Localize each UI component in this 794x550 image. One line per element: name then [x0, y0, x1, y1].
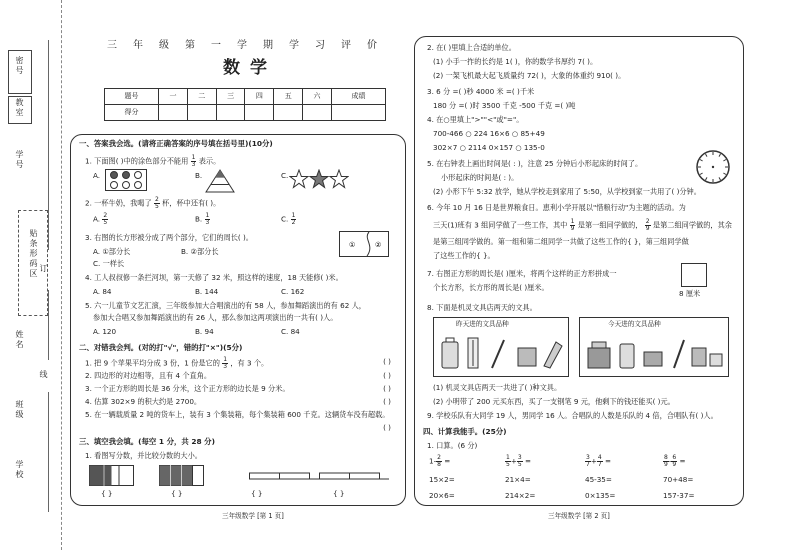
fill-6-line1: 6. 今年 10 月 16 日是世界粮食日。恵利小学开展以"惜粮行动"为主题的活动。为	[427, 203, 686, 212]
q3-rectangle-image	[339, 231, 389, 257]
fraction-4-7: $\frac{4}{7}$	[597, 454, 602, 468]
judge-2: 2. 四边形的对边相等，且有 4 个直角。	[85, 371, 212, 380]
calc-item: $\frac{3}{7}$ + $\frac{4}{7}$ =	[586, 454, 611, 468]
square-figure	[681, 263, 707, 287]
fill-5-line3: (2) 小形下午 5:32 放学，她从学校走到家用了 5:50，从学校到家一共用了( )分钟。	[433, 187, 701, 196]
fill-8-2: (2) 小明带了 200 元买东西，买了一支钢笔 9 元，他剩下的钱还能买( )元。	[433, 397, 675, 406]
q5-option-c: C. 84	[281, 327, 300, 336]
q5-option-b: B. 94	[195, 327, 214, 336]
score-col: 四	[245, 89, 274, 105]
score-header-row	[105, 89, 386, 105]
calc-item: $\frac{1}{5}$ + $\frac{3}{5}$ =	[506, 454, 531, 468]
score-cell[interactable]	[216, 105, 245, 121]
score-row-label: 得分	[105, 105, 159, 121]
fill-6-line2	[433, 219, 732, 232]
fill-1-answer-b[interactable]: { }	[171, 489, 183, 498]
today-stationery-box	[579, 317, 729, 377]
q1-text	[85, 155, 220, 168]
section-4-title: 四、计算我能手。(25分)	[423, 427, 507, 436]
fill-4-line2: 302×7 ○ 2114 0×157 ○ 135-0	[433, 143, 545, 152]
page-2-footer: 三年级数学 [第 2 页]	[548, 512, 610, 520]
calc-item: 21×4=	[505, 475, 531, 484]
score-col: 题号	[105, 89, 159, 105]
q2-option-c	[281, 213, 296, 226]
fill-3-line1: 3. 6 分 =( )秒 4000 米 =( )千米	[427, 87, 535, 96]
q4-option-b: B. 144	[195, 287, 219, 296]
fraction-1-2: $\frac{1}{2}$	[291, 212, 296, 226]
score-cell[interactable]	[331, 105, 385, 121]
score-value-row	[105, 105, 386, 121]
score-col: 成绩	[331, 89, 385, 105]
calc-item: 20×6=	[429, 491, 455, 500]
judge-1-text: 1. 把 9 个苹果平均分成 3 份，1 份是它的	[85, 358, 220, 368]
fill-9-text: 9. 学校乐队有大同学 19 人，男同学 16 人。合唱队的人数是乐队的 4 倍，合唱队有( )人。	[427, 411, 718, 420]
fill-6-line2-a: 三天(1)班有 3 组同学做了一些工作，其中	[433, 220, 568, 230]
q3-text: 3. 右图的长方形被分成了两个部分，它们的周长( )。	[85, 233, 253, 242]
svg-text:②: ②	[375, 241, 382, 249]
q1-option-b: B.	[195, 171, 203, 180]
q3-option-b: B. ②部分长	[181, 247, 219, 256]
score-col: 六	[303, 89, 332, 105]
fill-5-text: 5. 在右钟表上画出时间是( : )，注意 25 分钟后小形起床的时间了。	[427, 159, 643, 168]
calc-item: 0×135=	[585, 491, 616, 500]
score-col: 二	[187, 89, 216, 105]
judge-1-answer[interactable]: ( )	[383, 357, 391, 366]
fraction-2-9: $\frac{2}{9}$	[645, 218, 650, 232]
barcode-zone-label: 贴条形码区	[29, 229, 38, 279]
q2-text	[85, 197, 220, 210]
fill-6-line2-b: 是第一组同学做的，	[577, 220, 643, 230]
fill-7-line2: 个长方形，长方形的周长是( )厘米。	[433, 283, 549, 292]
calc-item: 157-37=	[663, 491, 695, 500]
fill-4-text: 4. 在○里填上">""<"或"="。	[427, 115, 524, 124]
fill-6-line4: 了这些工作的{ }。	[433, 251, 495, 260]
score-cell[interactable]	[245, 105, 274, 121]
score-cell[interactable]	[274, 105, 303, 121]
today-box-title: 今天进的文具品种	[608, 320, 661, 328]
q2-option-b	[195, 213, 210, 226]
calc-item: 70+48=	[663, 475, 694, 484]
clock-icon[interactable]	[695, 149, 731, 185]
q1-triangle-image	[205, 169, 235, 193]
judge-1-tail: ，有 3 个。	[230, 358, 269, 368]
judge-5: 5. 在一辆载质量 2 吨的货车上，装有 3 个集装箱，每个集装箱 600 千克。这辆货车没有超载。	[85, 410, 390, 419]
q2-option-a-label: A.	[93, 214, 101, 224]
score-col: 五	[274, 89, 303, 105]
q1-label: 1. 下面图( )中的涂色部分不能用	[85, 156, 189, 166]
page-1-frame	[70, 134, 406, 506]
judge-4: 4. 估算 302×9 的积大约是 2700。	[85, 397, 202, 406]
calc-item: 15×2=	[429, 475, 455, 484]
fraction-1-3: $\frac{1}{3}$	[223, 356, 228, 370]
fill-1-answer-c[interactable]: { }	[251, 489, 263, 498]
score-col: 三	[216, 89, 245, 105]
bind-label-class: 班级	[15, 400, 24, 420]
section-1-title: 一、答案我会选。(请将正确答案的序号填在括号里)(10分)	[79, 139, 273, 148]
fraction-3-7: $\frac{3}{7}$	[586, 454, 590, 468]
fill-8-1: (1) 机灵文具店两天一共进了( )种文具。	[433, 383, 562, 392]
q2-option-b-label: B.	[195, 214, 203, 224]
bind-label-school: 学校	[15, 460, 24, 480]
judge-3-answer[interactable]: ( )	[383, 384, 391, 393]
q2-tail: 杯，杯中还有( )。	[162, 198, 221, 208]
calc-1-title: 1. 口算。(6 分)	[427, 441, 478, 450]
fraction-1-9: $\frac{1}{9}$	[570, 218, 575, 232]
exam-title: 三年级第一学期学习评价	[107, 40, 393, 51]
binding-line-bottom	[48, 392, 49, 512]
page-1-footer: 三年级数学 [第 1 页]	[222, 512, 284, 520]
judge-2-answer[interactable]: ( )	[383, 371, 391, 380]
calc-item: 45-35=	[585, 475, 612, 484]
fraction-8-9: $\frac{8}{9}$	[664, 454, 668, 468]
bind-label-classroom: 教室	[15, 98, 24, 118]
calc-item: $\frac{8}{9}$ - $\frac{6}{9}$ =	[664, 454, 686, 468]
fraction-1-3: $\frac{1}{3}$	[205, 212, 210, 226]
q3-option-a: A. ①部分长	[93, 247, 131, 256]
bind-label-mihao: 密号	[15, 56, 24, 76]
fraction-3-5: $\frac{3}{5}$	[517, 454, 522, 468]
q2-option-c-label: C.	[281, 214, 289, 224]
score-cell[interactable]	[187, 105, 216, 121]
q2-label: 2. 一杯牛奶，我喝了	[85, 198, 152, 208]
q5-text-line1: 5. 六一儿童节文艺汇演，三年级参加大合唱演出的有 58 人，参加舞蹈演出的有 62 人，	[85, 301, 366, 310]
q3-option-c: C. 一样长	[93, 259, 125, 268]
score-cell[interactable]	[159, 105, 188, 121]
fill-3-line2: 180 分 =( )时 3500 千克 -500 千克 =( )吨	[433, 101, 576, 110]
fill-4-line1: 700-466 ○ 224 16×6 ○ 85+49	[433, 129, 545, 138]
fraction-1-5: $\frac{1}{5}$	[506, 454, 510, 468]
q1-tail: 表示。	[198, 156, 221, 166]
square-label: 8 厘米	[679, 289, 701, 298]
fill-8-text: 8. 下面是机灵文具店两天的文具。	[427, 303, 537, 312]
fill-1-text: 1. 看图写分数，并比较分数的大小。	[85, 451, 202, 460]
calc-item: 1- $\frac{2}{8}$ =	[429, 454, 451, 468]
fill-2-2: (2) 一架飞机最大起飞质量约 72( )，大象的体重约 910( )。	[433, 71, 626, 80]
q4-option-c: C. 162	[281, 287, 305, 296]
fraction-6-9: $\frac{6}{9}$	[672, 454, 677, 468]
bind-label-xian: 线	[39, 370, 48, 380]
score-col: 一	[159, 89, 188, 105]
q1-option-a: A.	[93, 171, 101, 180]
bind-label-student-no: 学号	[15, 150, 24, 170]
q4-option-a: A. 84	[93, 287, 112, 296]
score-cell[interactable]	[303, 105, 332, 121]
judge-5-answer[interactable]: ( )	[383, 423, 391, 432]
calc-item: 214×2=	[505, 491, 536, 500]
q2-option-a	[93, 213, 108, 226]
score-table	[104, 88, 386, 121]
fraction-1-3: $\frac{1}{3}$	[191, 154, 196, 168]
fill-1-answer-a[interactable]: { }	[101, 489, 113, 498]
fill-5-line2: 小形起床的时间是( : )。	[441, 173, 519, 182]
page-2-frame	[414, 36, 744, 506]
judge-3: 3. 一个正方形的周长是 36 分米，这个正方形的边长是 9 分米。	[85, 384, 290, 393]
fraction-2-5: $\frac{2}{5}$	[103, 212, 108, 226]
today-stationery-images	[586, 334, 724, 374]
fill-2-1: (1) 小手一拃的长约是 1( )，你的数学书厚约 7( )。	[433, 57, 598, 66]
binding-line-top	[48, 40, 49, 250]
barcode-zone	[18, 210, 48, 316]
fraction-2-5: $\frac{2}{5}$	[154, 196, 159, 210]
fill-6-line2-c: 是第二组同学做的，其余	[652, 220, 732, 230]
fill-6-line3: 是第三组同学做的。第一组和第二组同学一共做了这些工作的{ }，第三组同学做	[433, 237, 689, 246]
yesterday-stationery-images	[440, 334, 564, 374]
fill-1-answer-d[interactable]: { }	[333, 489, 345, 498]
q4-text: 4. 工人叔叔修一条拦河坝，第一天修了 32 米，照这样的速度，18 天能修( )米。	[85, 273, 343, 282]
svg-text:①: ①	[349, 241, 356, 249]
q1-circles-image	[105, 169, 147, 191]
bind-label-name: 姓名	[15, 330, 24, 350]
q5-option-a: A. 120	[93, 327, 117, 336]
q1-option-c: C.	[281, 171, 289, 180]
binding-line-mid	[48, 290, 49, 360]
binding-strip	[0, 0, 62, 550]
q5-text-line2: 参加大合唱又参加舞蹈演出的有 26 人，那么参加这两项演出的一共有( )人。	[93, 313, 338, 322]
yesterday-box-title: 昨天进的文具品种	[456, 320, 509, 328]
q1-stars-image	[289, 169, 349, 189]
section-3-title: 三、填空我会填。(每空 1 分，共 28 分)	[79, 437, 215, 446]
judge-1	[85, 357, 268, 370]
fraction-2-8: $\frac{2}{8}$	[437, 454, 441, 468]
fill-2-text: 2. 在( )里填上合适的单位。	[427, 43, 516, 52]
section-2-title: 二、对错我会判。(对的打"√"，错的打"×")(5分)	[79, 343, 243, 352]
judge-4-answer[interactable]: ( )	[383, 397, 391, 406]
exam-subject: 数学	[223, 58, 277, 78]
yesterday-stationery-box	[433, 317, 569, 377]
fill-7-line1: 7. 右图正方形的周长是( )厘米，将两个这样的正方形拼成一	[427, 269, 617, 278]
bind-label-ding: 订	[39, 264, 48, 274]
